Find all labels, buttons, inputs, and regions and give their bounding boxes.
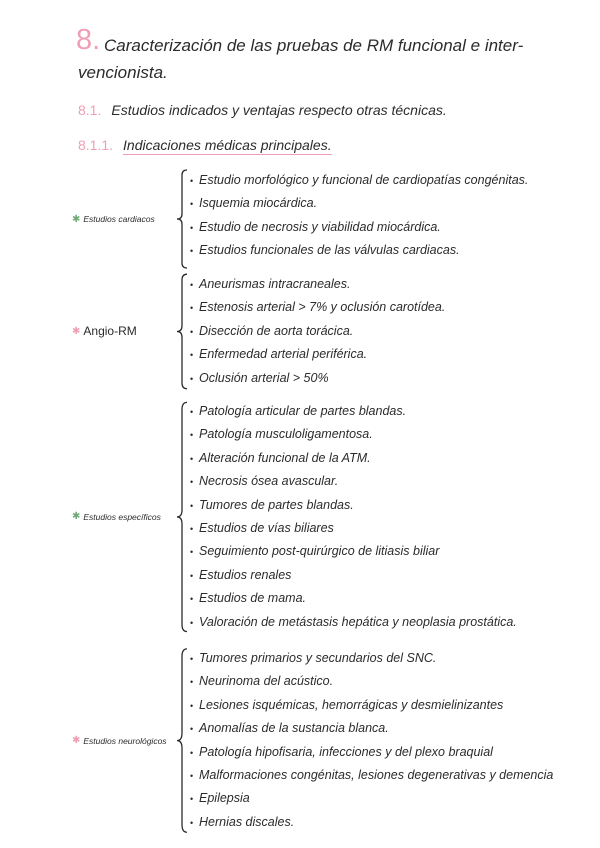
page-title-line-2: vencionista. [78, 63, 168, 82]
list-item-text: Patología musculoligamentosa. [199, 427, 373, 442]
list-item-text: Neurinoma del acústico. [199, 674, 334, 689]
list-item-text: Enfermedad arterial periférica. [199, 347, 368, 362]
bullet-icon: • [190, 523, 194, 534]
list-item [190, 470, 517, 493]
list-item [190, 611, 517, 634]
group-label [72, 273, 176, 390]
subsection-title: Indicaciones médicas principales. [123, 137, 332, 153]
list-item-text: Patología articular de partes blandas. [199, 404, 407, 418]
curly-brace-icon [176, 169, 188, 269]
bullet-icon: • [190, 477, 194, 488]
bullet-icon: • [190, 794, 194, 805]
bullet-icon: • [190, 407, 194, 417]
bullet-icon: • [190, 303, 194, 314]
bullet-icon: • [190, 453, 194, 464]
section-number: 8.1. [78, 102, 102, 118]
bullet-icon: • [190, 594, 194, 605]
group-items [188, 169, 528, 269]
bullet-icon: • [190, 654, 194, 664]
bullet-icon: • [190, 747, 194, 758]
list-item-text: Valoración de metástasis hepática y neoplasia prostática. [199, 614, 517, 629]
list-item [190, 517, 517, 540]
group-cardiac-studies [72, 169, 528, 269]
group-label-text: Angio-RM [83, 324, 137, 339]
bullet-icon: • [190, 617, 194, 628]
section-number-title: 8. [76, 24, 101, 56]
list-item [190, 694, 553, 717]
list-item-text: Alteración funcional de la ATM. [199, 450, 371, 465]
bullet-icon: • [190, 770, 194, 781]
list-item-text: Tumores de partes blandas. [199, 497, 354, 512]
list-item-text: Oclusión arterial > 50% [199, 370, 329, 385]
list-item [190, 296, 445, 319]
subsection-heading [78, 137, 332, 153]
list-item [190, 239, 528, 262]
group-label-text: Estudios neurológicos [83, 735, 167, 746]
group-neurological-studies [72, 647, 553, 834]
group-label [72, 169, 176, 269]
curly-brace-icon [176, 647, 188, 834]
group-label [72, 400, 176, 634]
list-item [190, 400, 517, 423]
page-title-line-1: Caracterización de las pruebas de RM funcional e inter- [104, 36, 524, 55]
list-item [190, 741, 553, 764]
list-item-text: Estudios de vías biliares [199, 520, 334, 535]
list-item-text: Isquemia miocárdica. [199, 196, 318, 211]
bullet-icon: • [190, 570, 194, 581]
list-item-text: Patología hipofisaria, infecciones y del plexo braquial [199, 744, 493, 759]
list-item-text: Estudios renales [199, 567, 292, 582]
bullet-icon: • [190, 246, 194, 257]
list-item [190, 447, 517, 470]
bullet-icon: • [190, 700, 194, 711]
bullet-icon: • [190, 280, 194, 290]
list-item [190, 764, 553, 787]
bullet-icon: • [190, 326, 194, 337]
bullet-icon: • [190, 222, 194, 233]
list-item-text: Anomalías de la sustancia blanca. [199, 721, 389, 736]
bullet-icon: • [190, 677, 194, 688]
bullet-icon: • [190, 547, 194, 558]
list-item-text: Disección de aorta torácica. [199, 323, 354, 338]
list-item [190, 273, 445, 296]
list-item [190, 320, 445, 343]
list-item-text: Aneurismas intracraneales. [199, 277, 351, 291]
group-angio-rm [72, 273, 445, 390]
list-item-text: Estenosis arterial > 7% y oclusión carotídea. [199, 300, 446, 315]
list-item [190, 367, 445, 390]
list-item [190, 647, 553, 670]
bullet-icon: • [190, 817, 194, 828]
list-item [190, 216, 528, 239]
list-item-text: Epilepsia [199, 791, 250, 806]
list-item-text: Malformaciones congénitas, lesiones degenerativas y demencia [199, 767, 554, 782]
list-item [190, 564, 517, 587]
list-item-text: Lesiones isquémicas, hemorrágicas y desmielinizantes [199, 697, 504, 712]
group-label [72, 647, 176, 834]
curly-brace-icon [176, 273, 188, 390]
list-item-text: Estudios funcionales de las válvulas cardiacas. [199, 243, 460, 258]
group-specific-studies [72, 400, 517, 634]
group-label-text: Estudios específicos [83, 511, 161, 522]
list-item-text: Seguimiento post-quirúrgico de litiasis biliar [199, 544, 440, 559]
list-item-text: Hernias discales. [199, 814, 295, 829]
list-item-text: Estudio de necrosis y viabilidad miocárdica. [199, 219, 441, 234]
asterisk-icon: ✱ [72, 213, 81, 225]
list-item [190, 587, 517, 610]
bullet-icon: • [190, 724, 194, 735]
list-item-text: Estudios de mama. [199, 591, 306, 606]
asterisk-icon: ✱ [72, 511, 81, 523]
bullet-icon: • [190, 350, 194, 361]
bullet-icon: • [190, 430, 194, 441]
list-item [190, 494, 517, 517]
list-item [190, 343, 445, 366]
list-item [190, 717, 553, 740]
asterisk-icon: ✱ [72, 735, 81, 747]
bullet-icon: • [190, 176, 194, 186]
group-label-text: Estudios cardiacos [83, 214, 155, 224]
list-item [190, 192, 528, 215]
list-item [190, 811, 553, 834]
list-item [190, 670, 553, 693]
bullet-icon: • [190, 199, 194, 210]
list-item-text: Estudio morfológico y funcional de cardiopatías congénitas. [199, 173, 529, 187]
asterisk-icon: ✱ [72, 325, 81, 337]
list-item-text: Tumores primarios y secundarios del SNC. [199, 651, 437, 665]
curly-brace-icon [176, 400, 188, 634]
list-item [190, 169, 528, 192]
section-title: Estudios indicados y ventajas respecto otras técnicas. [111, 102, 447, 118]
list-item [190, 423, 517, 446]
list-item [190, 540, 517, 563]
list-item-text: Necrosis ósea avascular. [199, 474, 339, 489]
group-items [188, 647, 553, 834]
bullet-icon: • [190, 500, 194, 511]
subsection-number: 8.1.1. [78, 137, 114, 153]
group-items [188, 273, 445, 390]
bullet-icon: • [190, 373, 194, 384]
group-items [188, 400, 517, 634]
section-heading [78, 102, 447, 118]
list-item [190, 787, 553, 810]
